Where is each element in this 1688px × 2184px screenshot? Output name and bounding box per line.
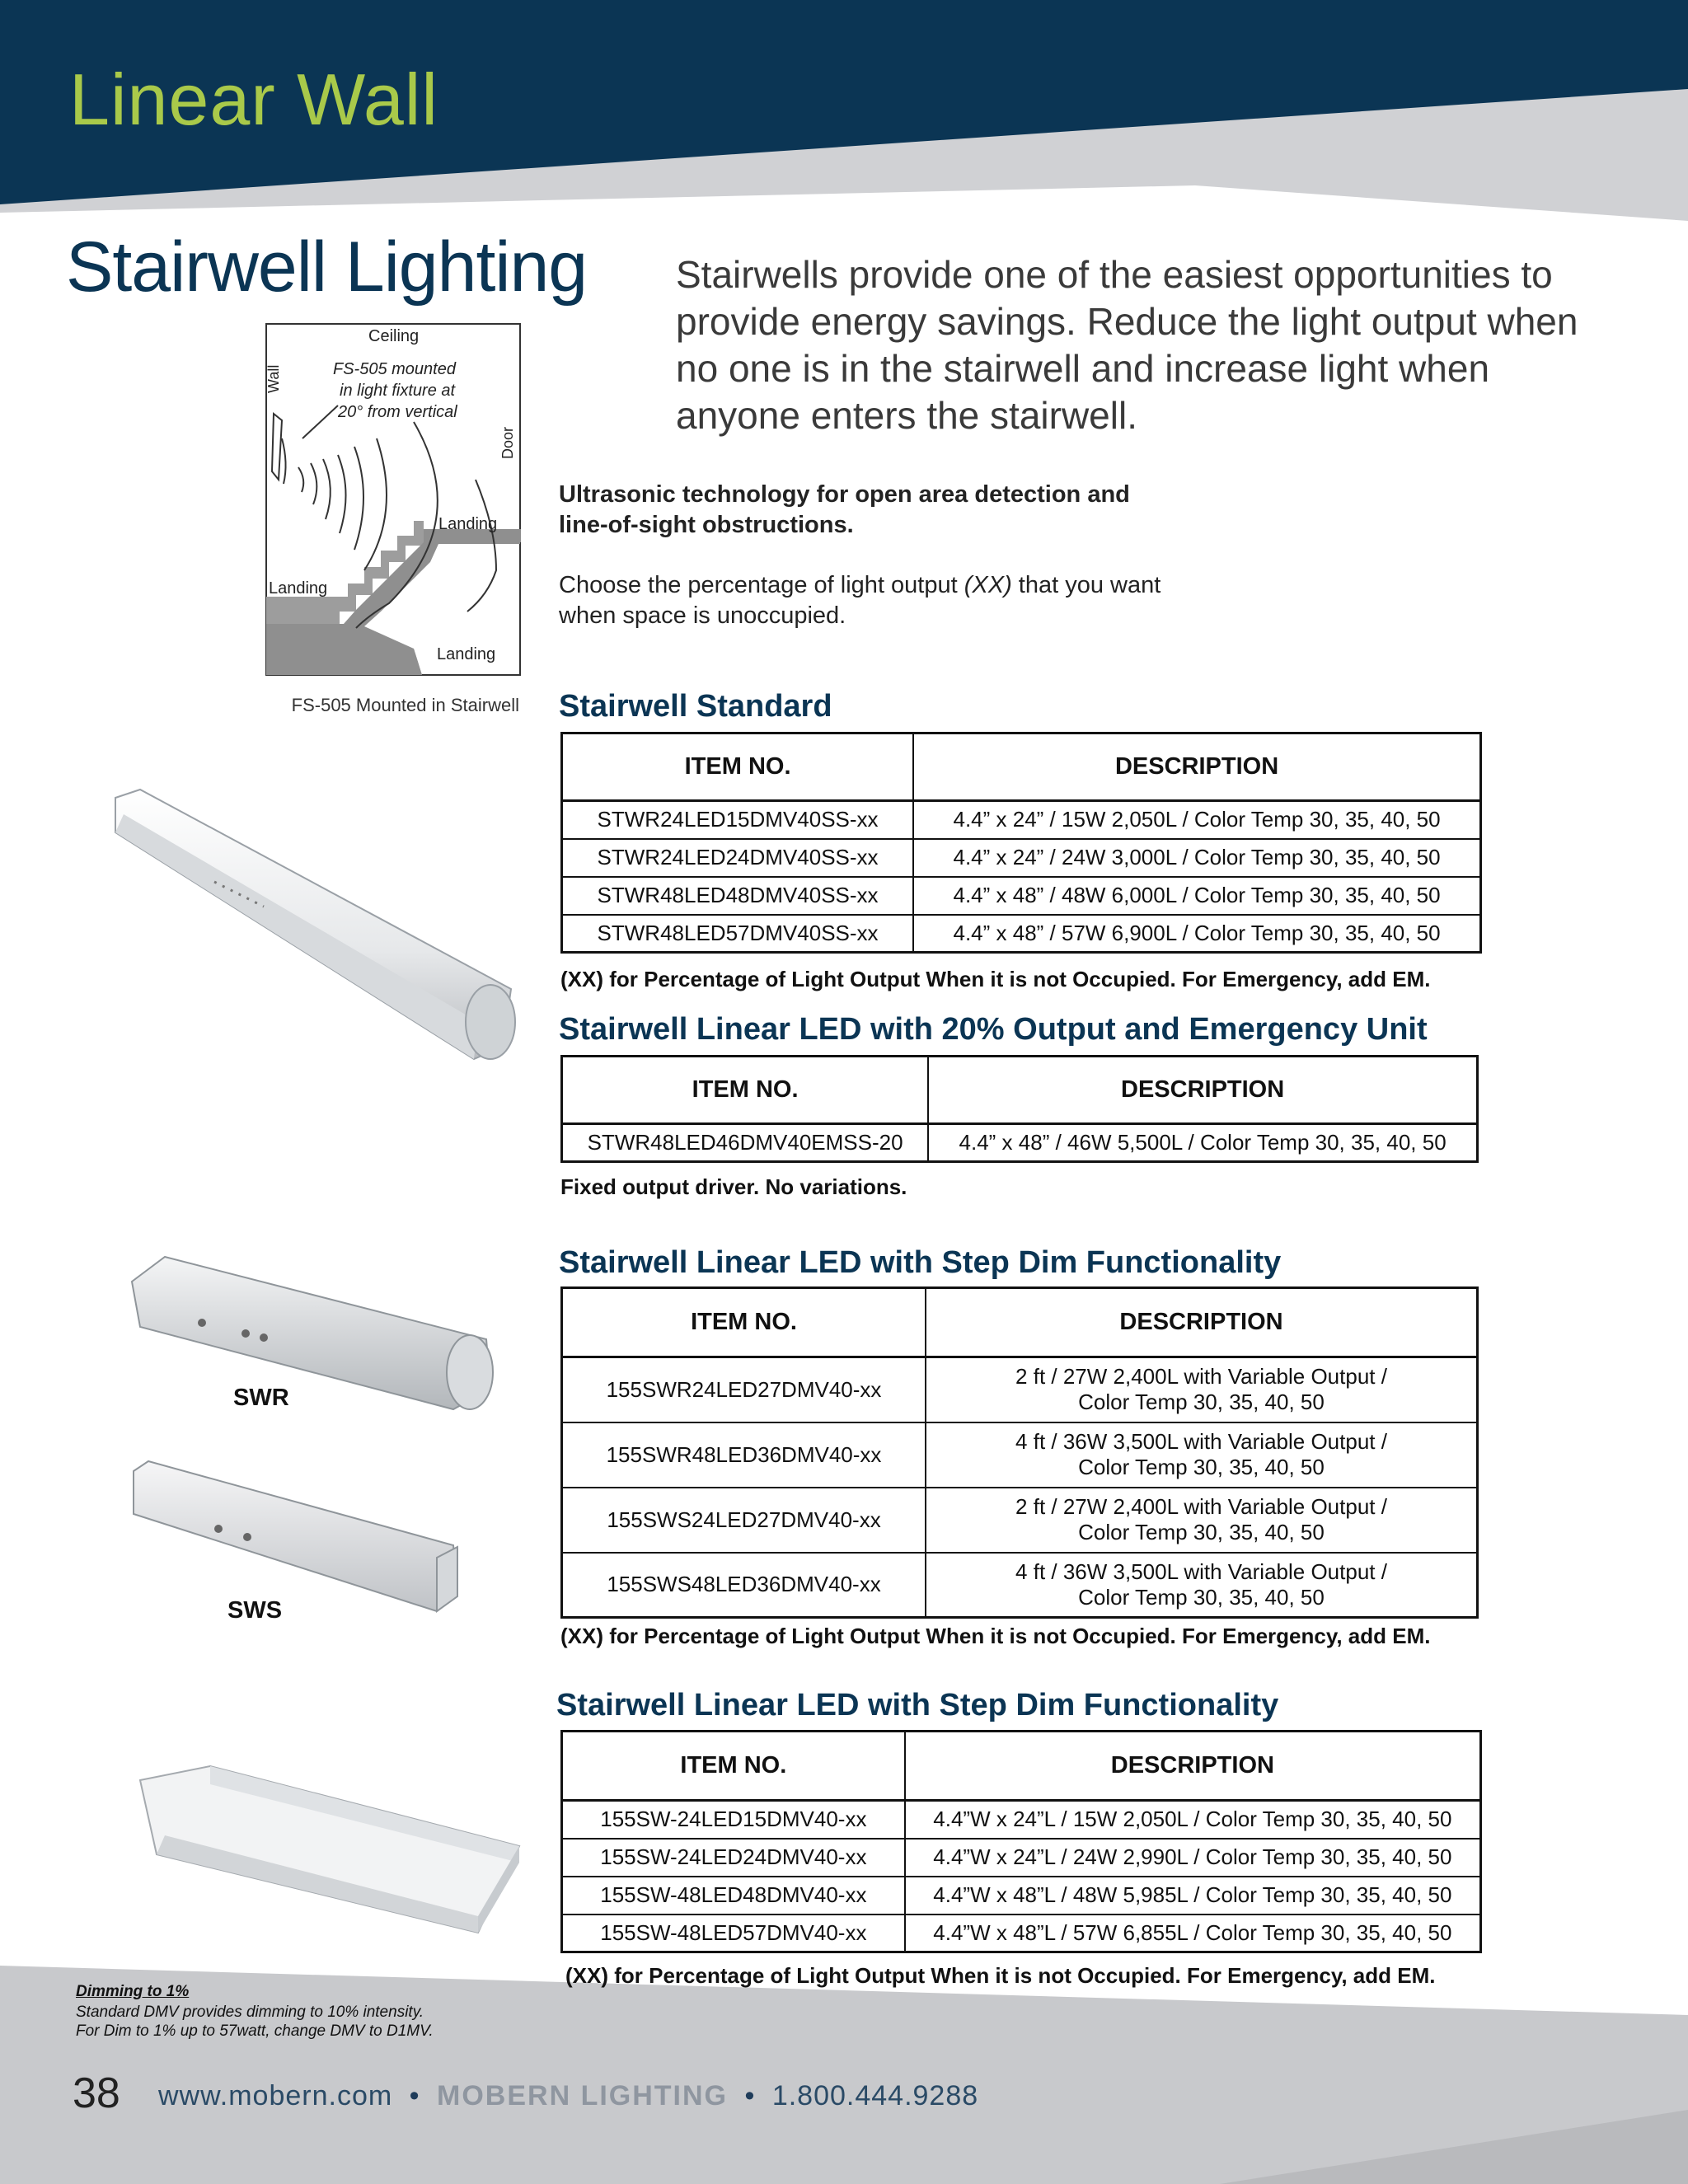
sws-fixture-image: [124, 1455, 478, 1619]
column-header-item-no: ITEM NO.: [562, 1732, 905, 1801]
item-number: 155SWS48LED36DMV40-xx: [562, 1553, 926, 1618]
table-footnote: Fixed output driver. No variations.: [560, 1174, 907, 1199]
diagram-landing-bottom: Landing: [437, 645, 496, 663]
stairwell-standard-fixture-image: [99, 775, 528, 1071]
emergency-unit-table: [560, 1055, 1479, 1163]
diagram-landing-left: Landing: [269, 579, 328, 598]
phone-number: 1.800.444.9288: [771, 2080, 979, 2111]
column-header-item-no: ITEM NO.: [562, 733, 914, 801]
item-number: 155SW-24LED15DMV40-xx: [562, 1801, 905, 1839]
stairwell-standard-table: [560, 732, 1482, 954]
step-dim-table-2: [560, 1730, 1482, 1953]
table-row: [562, 839, 1481, 877]
item-number: STWR24LED15DMV40SS-xx: [562, 801, 914, 839]
column-header-item-no: ITEM NO.: [562, 1288, 926, 1357]
section-title: Linear Wall: [69, 59, 438, 140]
footer-info: www.mobern.com • MOBERN LIGHTING • 1.800.444.9288: [158, 2080, 979, 2111]
item-number: 155SW-48LED48DMV40-xx: [562, 1877, 905, 1915]
diagram-landing-top: Landing: [438, 515, 498, 533]
table-footnote: (XX) for Percentage of Light Output When it is not Occupied. For Emergency, add EM.: [560, 967, 1431, 991]
diagram-caption: FS-505 Mounted in Stairwell: [291, 695, 519, 715]
table-row: [562, 1422, 1478, 1488]
table-footnote: (XX) for Percentage of Light Output When it is not Occupied. For Emergency, add EM.: [560, 1624, 1431, 1648]
table-row: [562, 1915, 1481, 1952]
feature-text: Ultrasonic technology for open area detection and line-of-sight obstructions.: [559, 481, 1130, 538]
choose-text: Choose the percentage of light output (XX) that you want when space is unoccupied.: [559, 572, 1161, 629]
table-row: [562, 1801, 1481, 1839]
column-header-description: DESCRIPTION: [905, 1732, 1481, 1801]
diagram-note-3: 20° from vertical: [338, 403, 457, 421]
table-row: [562, 1553, 1478, 1618]
column-header-description: DESCRIPTION: [928, 1057, 1477, 1124]
item-number: STWR48LED48DMV40SS-xx: [562, 877, 914, 915]
item-number: STWR48LED57DMV40SS-xx: [562, 915, 914, 953]
table-row: [562, 1124, 1478, 1162]
item-number: STWR24LED24DMV40SS-xx: [562, 839, 914, 877]
table-row: [562, 915, 1481, 953]
page-title: Stairwell Lighting: [66, 227, 588, 307]
item-description: 4 ft / 36W 3,500L with Variable Output / Color Temp 30, 35, 40, 50: [926, 1422, 1477, 1488]
item-description: 4 ft / 36W 3,500L with Variable Output / Color Temp 30, 35, 40, 50: [926, 1553, 1477, 1618]
item-description: 4.4”W x 48”L / 48W 5,985L / Color Temp 30, 35, 40, 50: [905, 1877, 1481, 1915]
table-title-stairwell-standard: Stairwell Standard: [559, 689, 832, 724]
table-footnote: (XX) for Percentage of Light Output When it is not Occupied. For Emergency, add EM.: [565, 1963, 1436, 1988]
column-header-item-no: ITEM NO.: [562, 1057, 929, 1124]
item-description: 4.4”W x 48”L / 57W 6,855L / Color Temp 30, 35, 40, 50: [905, 1915, 1481, 1952]
table-title-emergency: Stairwell Linear LED with 20% Output and Emergency Unit: [559, 1012, 1428, 1047]
diagram-label-door: Door: [499, 426, 516, 459]
footer-band: [0, 1961, 1688, 2184]
item-description: 4.4” x 48” / 46W 5,500L / Color Temp 30, 35, 40, 50: [928, 1124, 1477, 1162]
item-number: 155SW-24LED24DMV40-xx: [562, 1839, 905, 1877]
page-number: 38: [73, 2069, 120, 2117]
table-row: [562, 1877, 1481, 1915]
item-description: 4.4” x 24” / 24W 3,000L / Color Temp 30, 35, 40, 50: [913, 839, 1480, 877]
item-description: 4.4” x 48” / 48W 6,000L / Color Temp 30, 35, 40, 50: [913, 877, 1480, 915]
product-label-swr: SWR: [233, 1385, 289, 1411]
item-number: 155SW-48LED57DMV40-xx: [562, 1915, 905, 1952]
table-title-step-dim-1: Stairwell Linear LED with Step Dim Functionality: [559, 1245, 1282, 1280]
table-row: [562, 1839, 1481, 1877]
item-number: 155SWS24LED27DMV40-xx: [562, 1488, 926, 1553]
product-label-sws: SWS: [227, 1597, 283, 1624]
item-description: 4.4” x 24” / 15W 2,050L / Color Temp 30, 35, 40, 50: [913, 801, 1480, 839]
step-dim-table-1: [560, 1286, 1479, 1619]
diagram-note-1: FS-505 mounted: [333, 360, 456, 378]
sw-fixture-image: [132, 1760, 523, 1949]
diagram-label-ceiling: Ceiling: [368, 327, 420, 345]
brand-name: MOBERN LIGHTING: [437, 2080, 728, 2111]
item-description: 2 ft / 27W 2,400L with Variable Output / Color Temp 30, 35, 40, 50: [926, 1357, 1477, 1422]
table-row: [562, 1488, 1478, 1553]
dimming-note-text: Standard DMV provides dimming to 10% intensity. For Dim to 1% up to 57watt, change DMV to D1MV.: [76, 2004, 434, 2040]
website-link[interactable]: www.mobern.com: [158, 2080, 393, 2111]
table-row: [562, 877, 1481, 915]
item-number: 155SWR48LED36DMV40-xx: [562, 1422, 926, 1488]
swr-fixture-image: [124, 1249, 503, 1413]
stairwell-diagram: [265, 323, 521, 676]
table-row: [562, 801, 1481, 839]
item-description: 4.4”W x 24”L / 15W 2,050L / Color Temp 30, 35, 40, 50: [905, 1801, 1481, 1839]
diagram-label-wall: Wall: [265, 364, 282, 393]
item-number: STWR48LED46DMV40EMSS-20: [562, 1124, 929, 1162]
table-row: [562, 1357, 1478, 1422]
item-description: 4.4” x 48” / 57W 6,900L / Color Temp 30, 35, 40, 50: [913, 915, 1480, 953]
intro-paragraph: Stairwells provide one of the easiest opportunities to provide energy savings. Reduce the light output when no one is in the stairwell and increase light when anyone enters the stairwell.: [676, 253, 1578, 437]
item-description: 2 ft / 27W 2,400L with Variable Output / Color Temp 30, 35, 40, 50: [926, 1488, 1477, 1553]
item-description: 4.4”W x 24”L / 24W 2,990L / Color Temp 30, 35, 40, 50: [905, 1839, 1481, 1877]
column-header-description: DESCRIPTION: [913, 733, 1480, 801]
dimming-note-title: Dimming to 1%: [76, 1983, 190, 2000]
diagram-note-2: in light fixture at: [340, 382, 456, 400]
item-number: 155SWR24LED27DMV40-xx: [562, 1357, 926, 1422]
column-header-description: DESCRIPTION: [926, 1288, 1477, 1357]
table-title-step-dim-2: Stairwell Linear LED with Step Dim Functionality: [556, 1688, 1279, 1722]
